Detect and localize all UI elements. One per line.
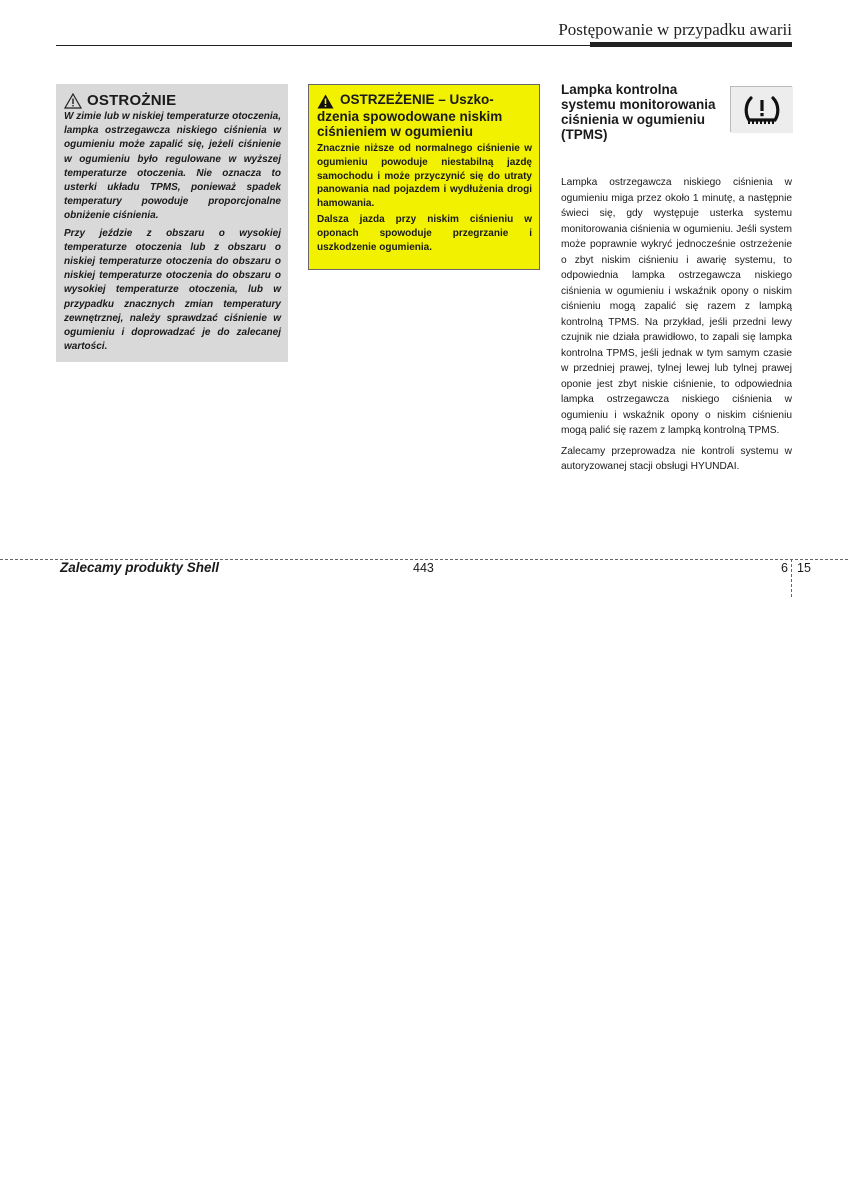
warning-paragraph: Znacznie niższe od normalnego ciśnienie w ogumieniu powoduje niestabilną jazdę samochodu i może przyczynić się do utraty panowania nad pojazdem i wydłużenia drogi hamowania. <box>317 143 532 210</box>
caution-title: OSTROŻNIE <box>87 92 177 109</box>
footer-chapter-page: 15 <box>797 561 811 575</box>
warning-triangle-outline-icon <box>64 93 82 109</box>
caution-header <box>64 92 281 109</box>
footer-chapter-number: 6 <box>781 561 788 575</box>
footer-brand: Zalecamy produkty Shell <box>60 560 220 575</box>
warning-title: OSTRZEŻENIE – Uszko- <box>340 92 494 107</box>
warning-box <box>308 84 540 270</box>
tpms-section <box>561 82 792 480</box>
header-rule-accent <box>590 42 792 47</box>
footer-page-number: 443 <box>413 561 434 575</box>
warning-paragraph: Dalsza jazda przy niskim ciśnieniu w oponach spowoduje przegrzanie i uszkodzenie ogumienia. <box>317 213 532 253</box>
header-title: Postępowanie w przypadku awarii <box>558 20 792 39</box>
warning-title-continued: dzenia spowodowane niskim ciśnieniem w ogumieniu <box>317 109 503 139</box>
footer-vertical-divider <box>791 559 792 597</box>
caution-paragraph: Przy jeździe z obszaru o wysokiej temperaturze otoczenia lub z obszaru o niskiej temperaturze otoczenia do obszaru o niskiej temperaturze otoczenia do obszaru o wysokiej temperaturze otoczenia, lub w przypadku znacznych zmian temperatury zewnętrznej, należy sprawdzać ciśnienie w ogumieniu i doprowadzać je do zalecanej wartości. <box>64 227 281 353</box>
tpms-tire-pressure-icon <box>730 86 792 132</box>
tpms-heading: Lampka kontrolna systemu monitorowania ciśnienia w ogumieniu (TPMS) <box>561 82 716 142</box>
caution-box <box>56 84 288 362</box>
warning-header <box>317 92 532 109</box>
caution-paragraph: W zimie lub w niskiej temperaturze otoczenia, lampka ostrzegawcza niskiego ciśnienia w ogumieniu może zapalić się, jeżeli ciśnienie w ogumieniu było regulowane w wyższej temperaturze otoczenia. Nie oznacza to usterki układu TPMS, ponieważ spadek temperatury powoduje proporcjonalne obniżenie ciśnienia. <box>64 111 281 222</box>
warning-triangle-filled-icon <box>317 94 334 109</box>
tpms-paragraph: Lampka ostrzegawcza niskiego ciśnienia w ogumieniu miga przez około 1 minutę, a następnie świeci się, gdy występuje usterka systemu monitorowania ciśnienia w ogumieniu. Jeśli system może poprawnie wykryć jednocześnie ostrzeżenie o zbyt niskim ciśnieniu i awarię systemu, to odpowiednia lampka ostrzegawcza niskiego ciśnienia w ogumieniu i wskaźnik opony o niskim ciśnieniu mogą zapalić się razem z lampką kontrolną TPMS. Na przykład, jeśli przedni lewy czujnik nie działa prawidłowo, to zapali się lampka kontrolna TPMS, jeśli jednak w tym samym czasie w przedniej prawej, tylnej lewej lub tylnej prawej oponie jest zbyt niskie ciśnienie, to odpowiednia lampka ostrzegawcza niskiego ciśnienia w ogumieniu i wskaźnik opony o niskim ciśnieniu mogą palić się razem z lampką kontrolną TPMS. <box>561 177 792 436</box>
tpms-paragraph: Zalecamy przeprowadza nie kontroli systemu w autoryzowanej stacji obsługi HYUNDAI. <box>561 445 792 472</box>
